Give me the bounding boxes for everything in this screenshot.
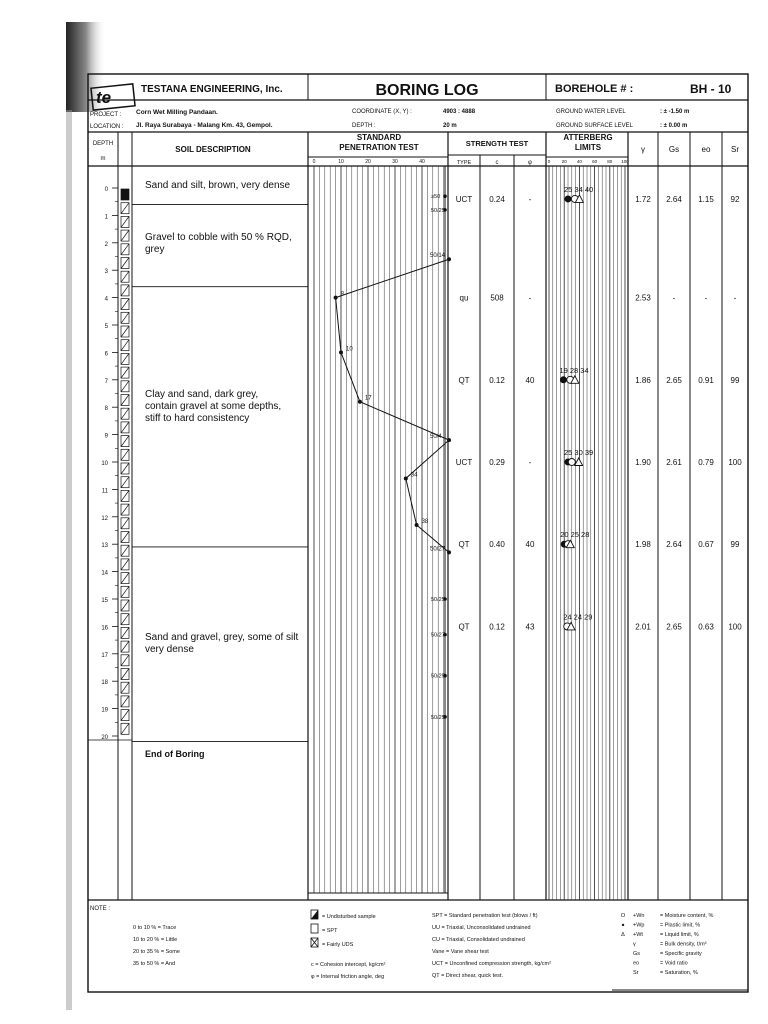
spt-value-label: 38	[421, 519, 429, 526]
sample-box-diagonal	[121, 545, 129, 556]
spt-tick-label: 10	[338, 159, 344, 165]
test-c: 0.12	[489, 622, 505, 632]
test-gamma: 2.53	[635, 293, 651, 303]
proportion-3: 20 to 35 % = Some	[133, 949, 180, 955]
test-sr: -	[733, 293, 737, 303]
sample-box-diagonal	[121, 477, 129, 488]
depth-tick-label: 7	[104, 378, 108, 385]
depth-tick-label: 1	[104, 214, 108, 221]
test-gamma: 2.01	[635, 622, 651, 632]
undisturbed-sample-icon	[311, 910, 318, 919]
test-eo: 0.67	[698, 540, 714, 550]
soil-layer-2: Gravel to cobble with 50 % RQD, grey	[145, 232, 292, 255]
symbol-term: +Wn	[633, 913, 645, 919]
sample-box-diagonal	[121, 490, 129, 501]
test-sr: 92	[730, 194, 740, 204]
atterberg-value: 40	[582, 184, 594, 194]
sample-box-diagonal	[121, 312, 129, 323]
atterberg-value: 39	[582, 448, 594, 457]
symbol-definition: = Void ratio	[660, 960, 688, 967]
sample-box-diagonal	[121, 532, 129, 543]
eo-header: eo	[701, 145, 711, 154]
soil-layer-4: Sand and gravel, grey, some of silt very dense	[145, 632, 299, 655]
c-header: c	[495, 160, 499, 166]
spt-tick-label: 0	[312, 159, 316, 165]
sample-box-diagonal	[121, 408, 129, 419]
test-gs: 2.61	[666, 458, 682, 467]
location-label: LOCATION :	[90, 124, 124, 130]
sample-box-diagonal	[121, 614, 129, 625]
depth-tick-label: 14	[101, 570, 108, 577]
spt-value-label: 8	[340, 291, 344, 298]
sample-box-diagonal	[121, 573, 129, 584]
symbol-glyph: O	[620, 913, 626, 919]
test-def-5: UCT = Unconfined compression strength, kg/cm²	[432, 961, 551, 967]
notes-section	[90, 906, 551, 980]
test-eo: 0.79	[698, 458, 714, 467]
sample-box-diagonal	[121, 395, 129, 406]
scan-edge-shadow	[66, 22, 106, 1010]
spt-refusal-point	[443, 194, 447, 198]
soil-layer-1: Sand and silt, brown, very dense	[145, 180, 291, 191]
atterberg-values	[560, 530, 589, 539]
test-eo: 0.63	[698, 622, 714, 632]
spt-refusal-label: 50/27	[431, 632, 445, 639]
test-phi: 40	[525, 375, 535, 385]
test-phi: 43	[525, 622, 535, 632]
sample-box-diagonal	[121, 641, 129, 652]
depth-tick-label: 17	[101, 652, 108, 659]
atterberg-value: 28	[567, 365, 579, 375]
spt-refusal-label: ≥50	[431, 194, 441, 201]
test-def-6: QT = Direct shear, quick test.	[432, 973, 503, 979]
atterberg-tick-label: 40	[576, 159, 582, 164]
symbol-definition: = Moisture content, %	[660, 913, 714, 919]
sample-box-diagonal	[121, 696, 129, 707]
spt-point	[447, 438, 451, 442]
strength-test-header: STRENGTH TEST	[465, 139, 529, 148]
soil-description-header: SOIL DESCRIPTION	[175, 145, 251, 154]
sample-box-diagonal	[121, 559, 129, 570]
symbol-definition: = Specific gravity	[660, 951, 702, 957]
depth-tick-label: 0	[104, 187, 108, 193]
test-sr: 100	[728, 458, 742, 467]
test-phi: 40	[525, 540, 535, 550]
test-def-4: Vane = Vane shear test	[432, 949, 489, 955]
test-phi: -	[528, 293, 532, 303]
sample-box-diagonal	[121, 600, 129, 611]
type-header: TYPE	[456, 160, 472, 166]
atterberg-tick-label: 0	[547, 159, 551, 164]
test-gs: 2.65	[666, 375, 682, 385]
sample-box-diagonal	[121, 710, 129, 721]
atterberg-value: 24	[571, 612, 583, 622]
notes-label: NOTE :	[90, 906, 111, 912]
test-results	[456, 185, 742, 631]
test-phi: -	[528, 194, 532, 204]
symbol-glyph: ●	[621, 922, 625, 929]
spt-point	[447, 257, 451, 261]
test-eo: 1.15	[698, 194, 714, 204]
soil-layer-3: Clay and sand, dark grey, contain gravel at some depths, stiff to hard consistency	[145, 389, 282, 424]
spt-refusal-label: 50/25	[431, 673, 445, 680]
spt-point	[404, 476, 408, 480]
spt-value-label: 50/4	[430, 434, 442, 441]
sample-def-3: = Fairly UDS	[322, 942, 354, 948]
logo-text: te	[96, 88, 112, 107]
spt-point	[358, 400, 362, 404]
sample-def-2: = SPT	[322, 928, 338, 934]
spt-value-label: 50/27	[430, 546, 446, 553]
sample-box-diagonal	[121, 340, 129, 351]
test-type: QT	[458, 540, 470, 550]
atterberg-value: 20	[560, 530, 569, 540]
atterberg-tick-label: 60	[592, 159, 598, 164]
spt-n-curve	[336, 259, 449, 552]
strata-column	[121, 189, 308, 741]
symbol-legend	[612, 913, 748, 990]
test-type: UCT	[455, 458, 473, 467]
project-name: Corn Wet Milling Pandaan.	[136, 109, 218, 116]
sample-box-diagonal	[121, 463, 129, 474]
test-sr: 99	[730, 540, 740, 550]
atterberg-value: 34	[578, 365, 589, 375]
sample-box	[121, 189, 129, 200]
spt-value-label: 50/14	[430, 253, 446, 260]
coordinate-label: COORDINATE (X, Y) :	[352, 109, 412, 115]
atterberg-header: ATTERBERG LIMITS	[563, 133, 613, 152]
test-type: QT	[458, 375, 470, 385]
gsl-value: : ± 0.00 m	[660, 123, 688, 129]
atterberg-values	[564, 448, 593, 457]
test-def-2: UU = Triaxial, Unconsolidated undrained	[432, 925, 531, 931]
atterberg-tick-label: 80	[607, 159, 613, 164]
sample-box-diagonal	[121, 627, 129, 638]
spt-point	[415, 523, 419, 527]
test-sr: 100	[728, 622, 742, 632]
sample-box-diagonal	[121, 271, 129, 282]
plastic-limit-marker	[560, 376, 567, 383]
test-sr: 99	[730, 375, 740, 385]
soil-layer-5: End of Boring	[145, 749, 205, 759]
sample-box-diagonal	[121, 655, 129, 666]
symbol-definition: = Liquid limit, %	[660, 932, 699, 938]
test-c: 0.24	[489, 194, 505, 204]
spt-refusal-label: 50/25	[431, 714, 445, 721]
borehole-id: BH - 10	[690, 82, 732, 96]
sample-box-diagonal	[121, 449, 129, 460]
depth-tick-label: 9	[104, 433, 108, 440]
depth-scale	[88, 187, 132, 741]
sample-box-diagonal	[121, 285, 129, 296]
atterberg-value: 25	[564, 448, 573, 457]
test-gs: -	[672, 293, 676, 303]
test-gs: 2.64	[666, 540, 682, 550]
spt-sample-icon	[311, 924, 318, 933]
borehole-label: BOREHOLE # :	[555, 83, 634, 95]
symbol-term: +Wp	[633, 922, 645, 929]
sample-box-diagonal	[121, 203, 129, 214]
depth-header: DEPTH	[92, 141, 114, 147]
fairly-uds-icon	[311, 938, 318, 947]
sample-box-diagonal	[121, 353, 129, 364]
atterberg-value: 28	[578, 530, 590, 540]
spt-point	[339, 350, 343, 354]
sample-box-diagonal	[121, 326, 129, 337]
phi-header: φ	[528, 160, 532, 166]
depth-tick-label: 15	[101, 598, 108, 604]
header-block	[90, 82, 732, 130]
table-frame	[88, 74, 748, 992]
sample-box-diagonal	[121, 682, 129, 693]
atterberg-tick-label: 100	[621, 159, 629, 164]
test-type: qu	[459, 293, 469, 303]
spt-value-label: 34	[410, 472, 418, 479]
atterberg-value: 34	[572, 184, 583, 194]
symbol-term: Sr	[633, 970, 639, 976]
spt-refusal-label: 50/25	[431, 597, 445, 603]
test-gs: 2.64	[666, 194, 682, 204]
cohesion-def: c = Cohesion intercept, kg/cm²	[311, 962, 386, 968]
company-name: TESTANA ENGINEERING, Inc.	[141, 84, 283, 95]
spt-refusal-label: 50/25	[431, 207, 445, 214]
gwl-label: GROUND WATER LEVEL	[556, 109, 626, 115]
spt-tick-label: 20	[365, 159, 371, 165]
test-gamma: 1.72	[635, 194, 651, 204]
sample-box-diagonal	[121, 723, 129, 734]
atterberg-value: 24	[563, 612, 572, 622]
depth-tick-label: 2	[104, 241, 108, 248]
test-def-1: SPT = Standard penetration test (blows / ft)	[432, 913, 538, 919]
depth-tick-label: 16	[101, 625, 108, 632]
friction-def: φ = Internal friction angle, deg	[311, 974, 385, 980]
atterberg-value: 19	[559, 365, 568, 375]
proportion-4: 35 to 50 % = And	[133, 961, 176, 967]
symbol-term: γ	[633, 941, 636, 948]
test-c: 508	[490, 293, 504, 303]
atterberg-value: 25	[568, 530, 579, 540]
test-type: QT	[458, 622, 470, 632]
test-eo: 0.91	[698, 375, 714, 385]
spt-point	[447, 550, 451, 554]
sample-box-diagonal	[121, 422, 129, 433]
test-c: 0.40	[489, 540, 505, 550]
gsl-label: GROUND SURFACE LEVEL	[556, 123, 634, 129]
spt-plot	[334, 194, 451, 721]
plastic-limit-marker	[565, 195, 572, 202]
symbol-glyph: Δ	[621, 932, 625, 938]
depth-tick-label: 18	[101, 680, 108, 687]
sample-box-diagonal	[121, 504, 129, 515]
depth-tick-label: 19	[101, 707, 108, 714]
depth-tick-label: 4	[104, 296, 108, 303]
atterberg-values	[559, 366, 588, 375]
sample-box-diagonal	[121, 367, 129, 378]
test-phi: -	[528, 458, 532, 467]
symbol-definition: = Saturation, %	[660, 970, 698, 976]
sample-box-diagonal	[121, 669, 129, 680]
spt-value-label: 17	[364, 395, 372, 402]
spt-point	[334, 296, 338, 300]
sample-box-diagonal	[121, 299, 129, 310]
gs-header: Gs	[668, 145, 680, 154]
proportion-2: 10 to 20 % = Little	[133, 937, 178, 943]
gamma-header: γ	[641, 145, 645, 154]
sample-box-diagonal	[121, 381, 129, 392]
depth-tick-label: 8	[104, 406, 108, 413]
depth-tick-label: 6	[104, 351, 108, 358]
gwl-value: : ± -1.50 m	[660, 109, 690, 115]
test-c: 0.12	[489, 375, 505, 385]
depth-tick-label: 11	[101, 488, 108, 495]
location-value: Jl. Raya Surabaya - Malang Km. 43, Gempol.	[136, 122, 273, 129]
atterberg-value: 29	[582, 612, 593, 622]
test-gamma: 1.90	[635, 458, 651, 467]
symbol-definition: = Plastic limit, %	[660, 922, 701, 929]
sample-box-diagonal	[121, 436, 129, 447]
atterberg-value: 30	[572, 448, 583, 457]
depth-value: 20 m	[443, 123, 457, 129]
moisture-content-marker	[568, 459, 575, 466]
spt-tick-label: 30	[392, 159, 398, 165]
sample-box-diagonal	[121, 258, 129, 269]
test-eo: -	[704, 293, 708, 303]
sample-box-diagonal	[121, 230, 129, 241]
spt-header: STANDARD PENETRATION TEST	[339, 133, 419, 152]
depth-tick-label: 12	[101, 515, 108, 522]
spt-tick-label: 40	[419, 159, 425, 165]
atterberg-tick-label: 20	[561, 159, 567, 164]
sample-box-diagonal	[121, 244, 129, 255]
sample-box-diagonal	[121, 586, 129, 597]
atterberg-value: 25	[564, 184, 573, 194]
test-gs: 2.65	[666, 622, 682, 632]
page-title: BORING LOG	[375, 82, 479, 99]
sample-def-1: = Undisturbed sample	[322, 914, 376, 920]
company-logo	[91, 84, 135, 110]
depth-tick-label: 5	[104, 324, 108, 330]
symbol-term: +Wt	[633, 932, 643, 938]
atterberg-values	[564, 185, 593, 194]
depth-tick-label: 10	[101, 461, 108, 467]
proportion-1: 0 to 10 % = Trace	[133, 925, 177, 931]
test-gamma: 1.86	[635, 375, 651, 385]
depth-unit: m	[100, 156, 106, 162]
depth-tick-label: 20	[101, 735, 108, 741]
coordinate-value: 4903 : 4888	[443, 109, 476, 115]
sample-box-diagonal	[121, 518, 129, 529]
depth-label: DEPTH :	[352, 123, 376, 129]
test-type: UCT	[455, 194, 473, 204]
project-label: PROJECT :	[90, 112, 122, 118]
spt-value-label: 10	[346, 346, 353, 353]
sample-box-diagonal	[121, 216, 129, 227]
sr-header: Sr	[731, 145, 739, 154]
symbol-definition: = Bulk density, t/m³	[660, 941, 707, 948]
atterberg-values	[563, 612, 592, 621]
symbol-term: eo	[633, 960, 640, 967]
test-gamma: 1.98	[635, 540, 651, 550]
depth-tick-label: 13	[101, 543, 108, 550]
symbol-term: Gs	[633, 951, 641, 957]
test-c: 0.29	[489, 458, 505, 467]
test-def-3: CU = Triaxial, Consolidated undrained	[432, 937, 525, 943]
depth-tick-label: 3	[104, 269, 108, 276]
